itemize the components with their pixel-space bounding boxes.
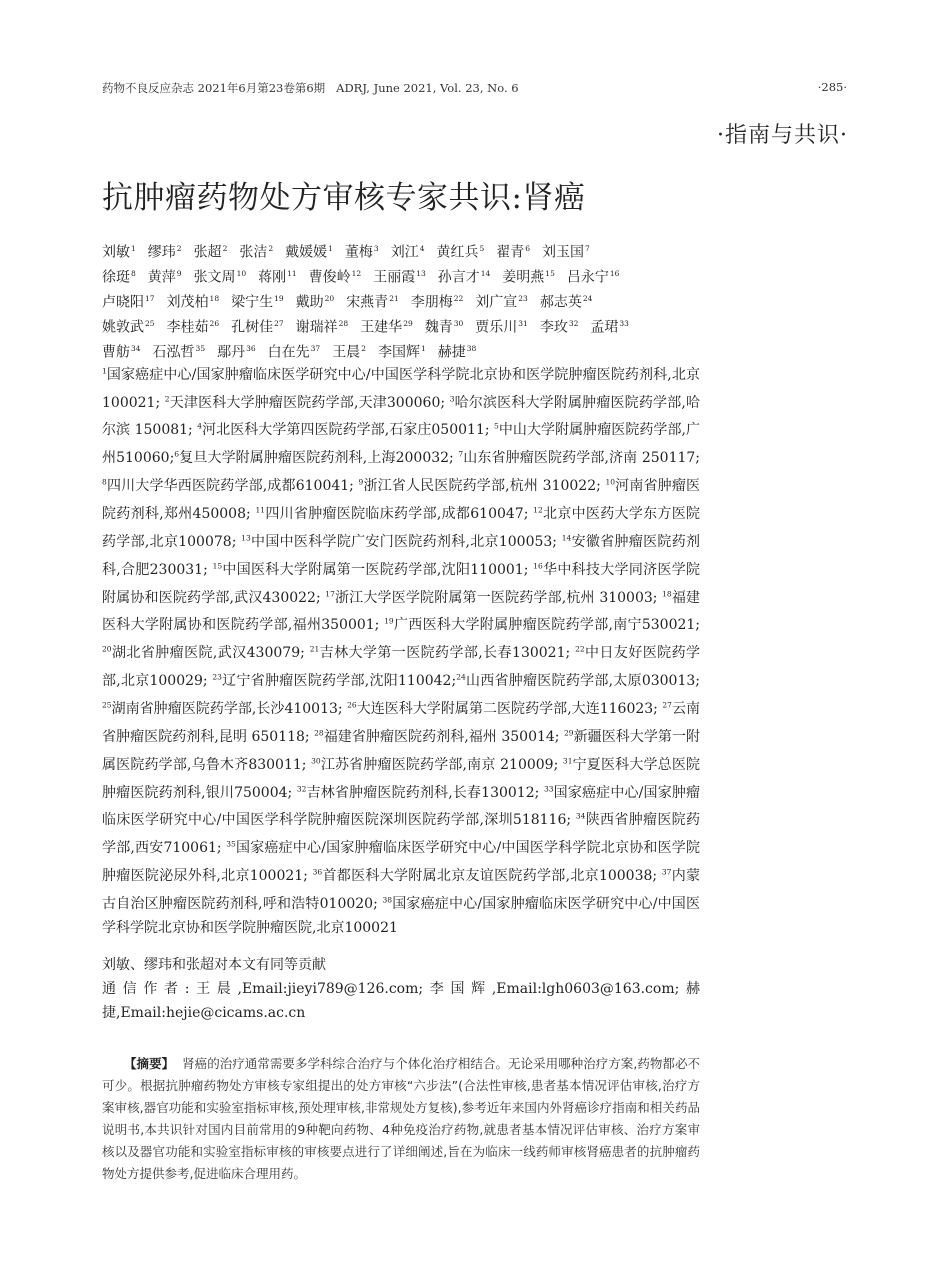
affiliation-entry: 云南省肿瘤医院药剂科,昆明 650118; bbox=[102, 700, 701, 745]
affiliation-entry: 四川大学华西医院药学部,成都610041; bbox=[106, 478, 359, 495]
affiliation-number: 20 bbox=[102, 644, 112, 654]
author-affiliation-number: 5 bbox=[479, 244, 485, 253]
correspondence-note: 通信作者:王晨,Email:jieyi789@126.com;李国辉,Email:lgh0603@163.com;赫捷,Email:hejie@cicams.ac.cn bbox=[102, 981, 700, 1022]
journal-name-en: ADRJ, June 2021, Vol. 23, No. 6 bbox=[336, 81, 519, 95]
author-name-text: 石泓哲 bbox=[152, 344, 195, 361]
author-name-text: 董梅 bbox=[344, 244, 373, 261]
affiliation-number: 23 bbox=[212, 672, 222, 682]
affiliation-entry: 内蒙古自治区肿瘤医院药剂科,呼和浩特010020; bbox=[102, 868, 701, 912]
affiliation-entry: 山西省肿瘤医院药学部,太原030013; bbox=[465, 673, 700, 690]
affiliation-number: 36 bbox=[312, 867, 323, 877]
affiliation-number: 33 bbox=[543, 783, 554, 793]
affiliation-number: 12 bbox=[533, 505, 543, 515]
affiliation-entry: 江苏省肿瘤医院药学部,南京 210009; bbox=[320, 756, 563, 773]
author-affiliation-number: 35 bbox=[195, 344, 206, 353]
affiliation-number: 25 bbox=[102, 700, 112, 710]
affiliation-number: 17 bbox=[325, 588, 335, 598]
affiliation-entry: 国家癌症中心/国家肿瘤临床医学研究中心/中国医学科学院北京协和医学院肿瘤医院药剂科,北京100021; bbox=[102, 366, 700, 411]
author-affiliation-number: 16 bbox=[609, 269, 620, 278]
affiliation-entry: 湖南省肿瘤医院药学部,长沙410013; bbox=[111, 700, 348, 717]
affiliation-number: 28 bbox=[314, 728, 324, 738]
author-affiliation-number: 33 bbox=[619, 319, 629, 328]
author-name-text: 王晨 bbox=[332, 344, 361, 361]
author-name bbox=[540, 311, 579, 341]
author-affiliation-number: 21 bbox=[389, 294, 399, 303]
affiliation-number: 26 bbox=[347, 700, 357, 710]
author-name-text: 孔树佳 bbox=[231, 319, 274, 336]
author-affiliation-number: 8 bbox=[131, 269, 136, 278]
author-name-text: 宋燕青 bbox=[346, 294, 389, 311]
affiliation-number: 9 bbox=[358, 477, 364, 487]
affiliation-entry: 宁夏医科大学总医院肿瘤医院药剂科,银川750004; bbox=[102, 756, 701, 801]
author-name-text: 梁宁生 bbox=[231, 294, 274, 311]
author-affiliation-number: 9 bbox=[176, 269, 182, 278]
affiliation-entry: 北京中医药大学东方医院药学部,北京100078; bbox=[102, 505, 701, 550]
journal-name-cn: 药物不良反应杂志 2021年6月第23卷第6期 bbox=[102, 81, 326, 95]
affiliation-entry: 首都医科大学附属北京友谊医院药学部,北京100038; bbox=[322, 868, 662, 885]
author-affiliation-number: 10 bbox=[236, 269, 247, 278]
affiliation-number: 38 bbox=[382, 895, 392, 905]
affiliation-entry: 华中科技大学同济医学院附属协和医院药学部,武汉430022; bbox=[102, 561, 701, 606]
author-name bbox=[590, 311, 629, 341]
affiliation-number: 31 bbox=[562, 756, 573, 766]
author-affiliation-number: 13 bbox=[416, 269, 426, 278]
author-affiliation-number: 7 bbox=[585, 244, 590, 253]
author-line bbox=[102, 236, 707, 261]
affiliation-entry: 国家癌症中心/国家肿瘤临床医学研究中心/中国医学科学院肿瘤医院深圳医院药学部,深圳518116; bbox=[102, 784, 701, 829]
author-line bbox=[102, 261, 707, 286]
author-affiliation-number: 17 bbox=[145, 294, 155, 303]
author-affiliation-number: 36 bbox=[246, 344, 256, 353]
author-affiliation-number: 27 bbox=[274, 319, 284, 328]
author-affiliation-number: 2 bbox=[176, 244, 182, 253]
author-affiliation-number: 22 bbox=[453, 294, 464, 303]
affiliation-number: 8 bbox=[102, 477, 107, 487]
equal-contribution-note: 刘敏、缪玮和张超对本文有同等贡献 bbox=[102, 957, 326, 973]
author-name-text: 翟青 bbox=[496, 244, 525, 261]
article-title: 抗肿瘤药物处方审核专家共识:肾癌 bbox=[102, 180, 586, 216]
author-affiliation-number: 20 bbox=[324, 294, 335, 303]
affiliation-entry: 湖北省肿瘤医院,武汉430079; bbox=[111, 645, 310, 662]
affiliation-number: 35 bbox=[226, 839, 236, 849]
affiliation-entry: 复旦大学附属肿瘤医院药剂科,上海200032; bbox=[179, 450, 459, 467]
author-affiliation-number: 3 bbox=[373, 244, 379, 253]
author-name-text: 刘茂柏 bbox=[166, 294, 209, 311]
author-name-text: 鄢丹 bbox=[217, 344, 246, 361]
affiliation-entry: 吉林省肿瘤医院药剂科,长春130012; bbox=[306, 784, 544, 801]
author-affiliation-number: 2 bbox=[361, 344, 366, 353]
author-affiliation-number: 31 bbox=[518, 319, 528, 328]
author-name-text: 缪玮 bbox=[147, 244, 176, 261]
author-affiliation-number: 24 bbox=[582, 294, 593, 303]
affiliation-entry: 新疆医科大学第一附属医院药学部,乌鲁木齐830011; bbox=[102, 728, 701, 773]
author-affiliation-number: 30 bbox=[453, 319, 464, 328]
affiliation-number: 29 bbox=[564, 728, 574, 738]
affiliation-number: 30 bbox=[311, 756, 321, 766]
author-name-text: 徐珽 bbox=[102, 269, 130, 286]
author-name-text: 贾乐川 bbox=[475, 319, 518, 336]
author-name-text: 曹俊岭 bbox=[308, 269, 351, 286]
author-name-text: 谢瑞祥 bbox=[295, 319, 338, 336]
author-name-text: 李玫 bbox=[539, 319, 568, 336]
affiliation-entry: 浙江大学医学院附属第一医院药学部,杭州 310003; bbox=[334, 589, 663, 606]
affiliation-entry: 山东省肿瘤医院药学部,济南 250117; bbox=[463, 450, 701, 467]
author-name-text: 卢晓阳 bbox=[102, 294, 144, 311]
author-name-text: 姚敦武 bbox=[102, 319, 144, 336]
abstract-text: 肾癌的治疗通常需要多学科综合治疗与个体化治疗相结合。无论采用哪种治疗方案,药物都必不可少。根据抗肿瘤药物处方审核专家组提出的处方审核“六步法”(合法性审核,患者基本情况评估审核,治疗方案审核,器官功能和实验室指标审核,预处理审核,非常规处方复核),参考近年来国内外肾癌诊疗指南和相关药品说明书,本共识针对国内目前常用的9种靶向药物、4种免疫治疗药物,就患者基本情况评估审核、治疗方案审核以及器官功能和实验室指标审核的审核要点进行了详细阐述,旨在为临床一线药师审核肾癌患者的抗肿瘤药物处方提供参考,促进临床合理用药。 bbox=[102, 1056, 700, 1181]
affiliation-text bbox=[102, 367, 700, 937]
author-affiliation-number: 1 bbox=[328, 244, 333, 253]
affiliation-entry: 中国医科大学附属第一医院药学部,沈阳110001; bbox=[222, 561, 534, 578]
affiliation-entry: 陕西省肿瘤医院药学部,西安710061; bbox=[102, 812, 701, 857]
author-name-text: 戴媛媛 bbox=[285, 244, 328, 261]
affiliations bbox=[102, 359, 700, 940]
author-name-text: 吕永宁 bbox=[566, 269, 609, 286]
affiliation-entry: 河北医科大学第四医院药学部,石家庄050011; bbox=[202, 422, 495, 439]
author-affiliation-number: 15 bbox=[545, 269, 555, 278]
author-affiliation-number: 11 bbox=[287, 269, 297, 278]
affiliation-entry: 广西医科大学附属肿瘤医院药学部,南宁530021; bbox=[393, 617, 701, 634]
affiliation-entry: 国家癌症中心/国家肿瘤临床医学研究中心/中国医学科学院北京协和医学院肿瘤医院泌尿外科,北京100021; bbox=[102, 840, 701, 885]
author-affiliation-number: 12 bbox=[351, 269, 362, 278]
affiliation-number: 2 bbox=[164, 393, 170, 403]
author-name-text: 张文周 bbox=[193, 269, 236, 286]
author-name-text: 李国辉 bbox=[377, 344, 420, 361]
affiliation-number: 15 bbox=[212, 561, 223, 571]
section-label: ·指南与共识· bbox=[717, 123, 848, 148]
author-affiliation-number: 34 bbox=[131, 344, 141, 353]
affiliation-number: 1 bbox=[102, 366, 107, 375]
author-affiliation-number: 18 bbox=[209, 294, 220, 303]
affiliation-number: 6 bbox=[174, 449, 180, 459]
affiliation-number: 4 bbox=[197, 421, 203, 431]
author-affiliation-number: 6 bbox=[525, 244, 531, 253]
author-name-text: 魏青 bbox=[424, 319, 453, 336]
affiliation-number: 14 bbox=[561, 533, 572, 543]
author-name-text: 刘广宣 bbox=[475, 294, 518, 311]
affiliation-entry: 天津医科大学肿瘤医院药学部,天津300060; bbox=[169, 394, 450, 411]
affiliation-number: 27 bbox=[662, 700, 672, 710]
affiliation-number: 11 bbox=[255, 505, 266, 515]
author-name-text: 蒋刚 bbox=[258, 269, 287, 286]
author-affiliation-number: 2 bbox=[222, 244, 228, 253]
author-name-text: 王建华 bbox=[360, 319, 403, 336]
author-affiliation-number: 26 bbox=[209, 319, 220, 328]
affiliation-entry: 中日友好医院药学部,北京100029; bbox=[102, 645, 701, 690]
affiliation-number: 21 bbox=[309, 644, 320, 654]
author-affiliation-number: 19 bbox=[274, 294, 284, 303]
affiliation-entry: 中山大学附属肿瘤医院药学部,广州510060; bbox=[102, 422, 701, 467]
author-name-text: 姜明燕 bbox=[502, 269, 545, 286]
affiliation-number: 5 bbox=[494, 421, 499, 431]
author-affiliation-number: 37 bbox=[310, 344, 321, 353]
author-name-text: 刘玉国 bbox=[542, 244, 585, 261]
author-affiliation-number: 29 bbox=[403, 319, 413, 328]
affiliation-entry: 福建省肿瘤医院药剂科,福州 350014; bbox=[323, 728, 565, 745]
affiliation-number: 18 bbox=[662, 588, 672, 598]
author-notes bbox=[102, 953, 700, 1026]
abstract-label: 【摘要】 bbox=[124, 1056, 175, 1071]
affiliation-number: 32 bbox=[296, 783, 307, 793]
author-affiliation-number: 1 bbox=[420, 344, 426, 353]
author-affiliation-number: 38 bbox=[466, 344, 477, 353]
affiliation-number: 13 bbox=[241, 533, 251, 543]
author-affiliation-number: 32 bbox=[568, 319, 579, 328]
author-name-text: 张洁 bbox=[239, 244, 268, 261]
author-name-text: 白在先 bbox=[267, 344, 310, 361]
journal-citation bbox=[102, 80, 519, 96]
author-name-text: 黄萍 bbox=[147, 269, 176, 286]
affiliation-number: 7 bbox=[458, 449, 464, 459]
affiliation-entry: 吉林大学第一医院药学部,长春130021; bbox=[319, 645, 576, 662]
affiliation-entry: 国家癌症中心/国家肿瘤临床医学研究中心/中国医学科学院北京协和医学院肿瘤医院,北京100021 bbox=[102, 895, 701, 937]
affiliation-entry: 河南省肿瘤医院药剂科,郑州450008; bbox=[102, 478, 700, 522]
author-name-text: 戴助 bbox=[295, 294, 324, 311]
affiliation-entry: 浙江省人民医院药学部,杭州 310022; bbox=[363, 478, 606, 495]
affiliation-entry: 哈尔滨医科大学附属肿瘤医院药学部,哈尔滨 150081; bbox=[102, 394, 700, 439]
affiliation-number: 3 bbox=[449, 393, 455, 403]
author-affiliation-number: 2 bbox=[268, 244, 274, 253]
affiliation-number: 16 bbox=[533, 561, 543, 571]
author-name-text: 孙言才 bbox=[437, 269, 480, 286]
affiliation-entry: 大连医科大学附属第二医院药学部,大连116023; bbox=[356, 700, 663, 717]
affiliation-number: 22 bbox=[575, 644, 585, 654]
author-name-text: 刘敏 bbox=[102, 244, 130, 261]
author-name-text: 李朋梅 bbox=[410, 294, 453, 311]
affiliation-number: 24 bbox=[456, 672, 466, 682]
author-affiliation-number: 4 bbox=[419, 244, 425, 253]
author-affiliation-number: 28 bbox=[338, 319, 349, 328]
author-affiliation-number: 1 bbox=[131, 244, 136, 253]
author-name-text: 李桂茹 bbox=[166, 319, 209, 336]
author-name-text: 郝志英 bbox=[539, 294, 582, 311]
author-name-text: 曹舫 bbox=[102, 344, 130, 361]
page-number: ·285· bbox=[817, 80, 847, 94]
affiliation-entry: 中国中医科学院广安门医院药剂科,北京100053; bbox=[250, 533, 562, 550]
author-line bbox=[102, 311, 707, 336]
affiliation-entry: 安徽省肿瘤医院药剂科,合肥230031; bbox=[102, 533, 701, 578]
author-name-text: 孟珺 bbox=[590, 319, 619, 336]
abstract bbox=[102, 1053, 700, 1185]
affiliation-number: 37 bbox=[661, 867, 672, 877]
affiliation-number: 10 bbox=[605, 477, 615, 487]
author-name-text: 张超 bbox=[193, 244, 222, 261]
author-affiliation-number: 23 bbox=[518, 294, 528, 303]
author-list bbox=[102, 236, 707, 361]
affiliation-number: 34 bbox=[575, 811, 586, 821]
affiliation-number: 19 bbox=[384, 616, 394, 626]
author-affiliation-number: 25 bbox=[145, 319, 155, 328]
affiliation-entry: 四川省肿瘤医院临床药学部,成都610047; bbox=[265, 505, 534, 522]
affiliation-entry: 辽宁省肿瘤医院药学部,沈阳110042; bbox=[221, 673, 457, 690]
author-name-text: 黄红兵 bbox=[436, 244, 479, 261]
author-name-text: 赫捷 bbox=[437, 344, 466, 361]
affiliation-entry: 福建医科大学附属协和医院药学部,福州350001; bbox=[102, 589, 701, 634]
author-name-text: 王丽霞 bbox=[373, 269, 416, 286]
author-name-text: 刘江 bbox=[390, 244, 419, 261]
author-affiliation-number: 14 bbox=[480, 269, 491, 278]
